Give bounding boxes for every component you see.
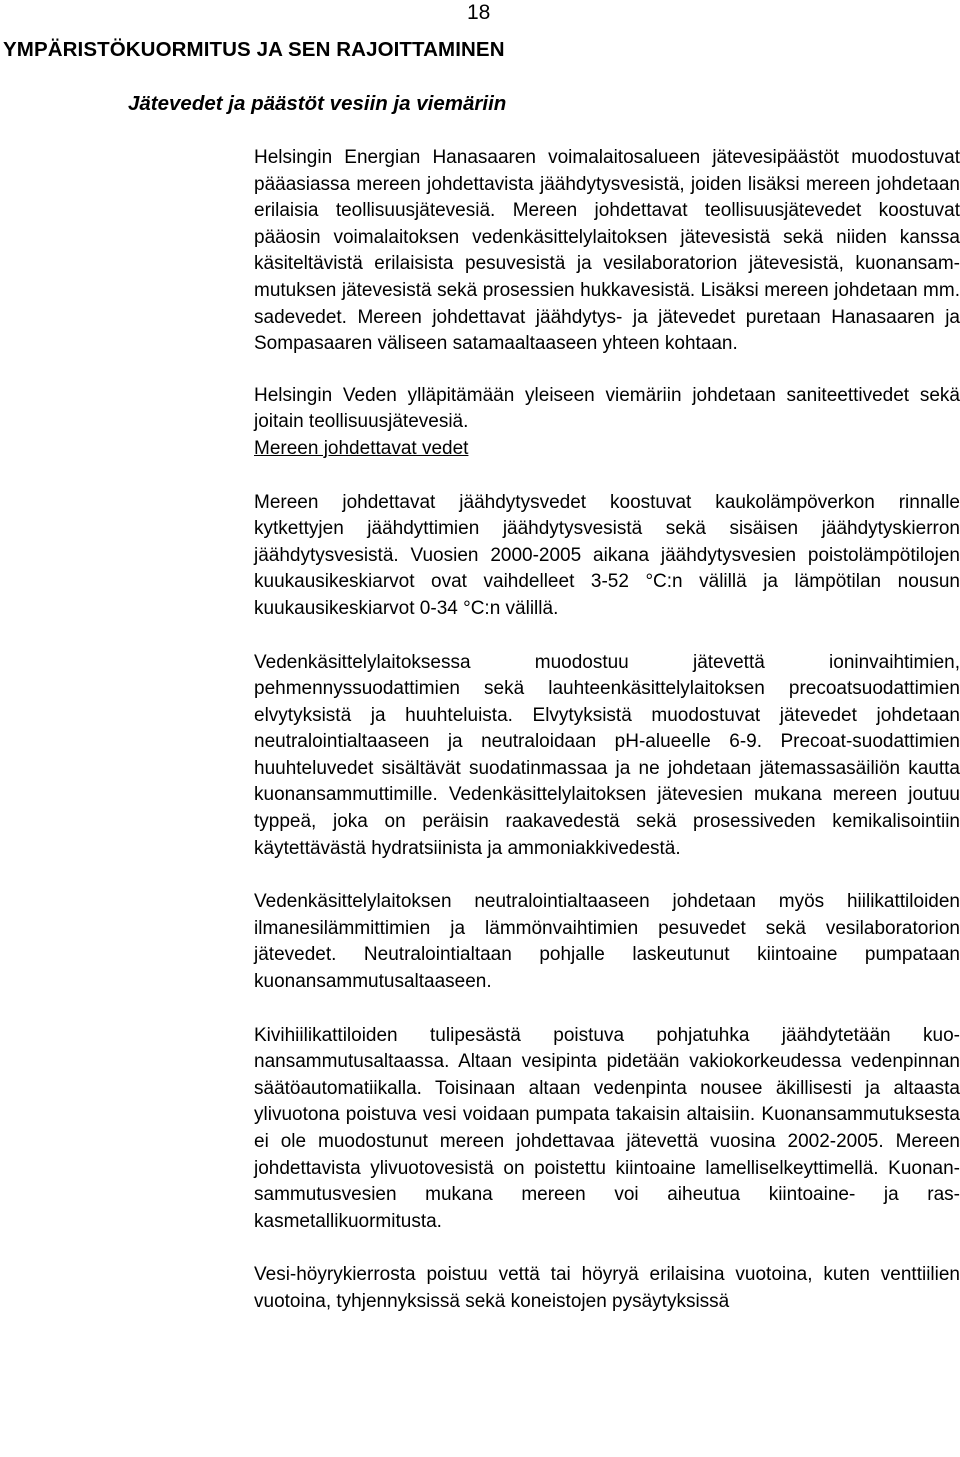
paragraph-bottom-ash: Kivihiilikattiloiden tulipesästä poistuva pohjatuhka jäähdytetään kuonansammutusaltaassa. Altaan vesipinta pidetään vakiokorkeudessa vedenpinnan säätöautomatiikalla. Toisinaan altaan vedenpinta nousee äkillisesti ja altaasta ylivuotona poistuva vesi voidaan pumpata takaisin altaisiin. Kuonansammutuksesta ei ole muodostunut mereen johdettavaa jätevettä vuosina 2002-2005. Mereen johdettavista ylivuotovesistä on poistettu kiintoaine lamelliselkeyttimellä. Kuonansammutusvesien mukana mereen voi aiheutua kiintoaine- ja raskasmetallikuormitusta. (254, 1024, 960, 1232)
body-text (254, 145, 960, 1316)
page-number: 18 (467, 1, 491, 24)
chapter-title: YMPÄRISTÖKUORMITUS JA SEN RAJOITTAMINEN (3, 38, 505, 61)
paragraph-cooling-water: Mereen johdettavat jäähdytysvedet koostuvat kaukolämpöverkon rinnalle kytkettyjen jäähdyttimien jäähdytysvesistä sekä sisäisen jäähdytyskierron jäähdytysvesistä. Vuosien 2000-2005 aikana jäähdytysvesien poistolämpötilojen kuukausikeskiarvot ovat vaihdelleet 3-52 °C:n välillä ja lämpötilan nousun kuukausikeskiarvot 0-34 °C:n välillä. (254, 491, 960, 619)
paragraph-water-treatment: Vedenkäsittelylaitoksessa muodostuu jätevettä ioninvaihtimien, pehmennyssuodattimien sekä lauhteenkäsittelylaitoksen precoatsuodattimien elvytyksistä ja huuhteluista. Elvytyksistä muodostuvat jätevedet johdetaan neutralointialtaaseen ja neutraloidaan pH-alueelle 6-9. Precoat-suodattimien huuhteluvedet sisältävät suodatinmassaa ja ne johdetaan jätemassasäiliön kautta kuonansammuttimille. Vedenkäsittelylaitoksen jätevesien mukana mereen joutuu typpeä, joka on peräisin raakavedestä sekä prosessiveden kemikalisointiin käytettävästä hydratsiinista ja ammoniakkivedestä. (254, 651, 960, 859)
subheading-sea-waters: Mereen johdettavat vedet (254, 437, 469, 459)
section-title: Jätevedet ja päästöt vesiin ja viemäriin (128, 92, 507, 115)
paragraph-neutralization-basin: Vedenkäsittelylaitoksen neutralointialtaaseen johdetaan myös hiilikattiloiden ilmanesilämmittimien ja lämmönvaihtimien pesuvedet sekä vesilaboratorion jätevedet. Neutralointialtaan pohjalle laskeutunut kiintoaine pumpataan kuonansammutusaltaaseen. (254, 891, 960, 993)
paragraph-steam-cycle: Vesi-höyrykierrosta poistuu vettä tai höyryä erilaisina vuotoina, kuten venttiilien vuotoina, tyhjennyksissä sekä koneistojen pysäytyksissä (254, 1264, 960, 1312)
paragraph-wastewater-overview: Helsingin Energian Hanasaaren voimalaitosalueen jätevesipäästöt muodostuvat pääasiassa mereen johdettavista jäähdytysvesistä, joiden lisäksi mereen johdetaan erilaisia teollisuusjätevesiä. Mereen johdettavat teollisuusjätevedet koostuvat pääosin voimalaitoksen vedenkäsittelylaitoksen jätevesistä sekä niiden kanssa käsiteltävistä erilaisista pesuvesistä ja vesilaboratorion jätevesistä, kuonansammutuksen jätevesistä sekä prosessien hukkavesistä. Lisäksi mereen johdetaan mm. sadevedet. Mereen johdettavat jäähdytys- ja jätevedet puretaan Hanasaaren ja Sompasaaren väliseen satamaaltaaseen yhteen kohtaan. (254, 147, 960, 355)
paragraph-sewer: Helsingin Veden ylläpitämään yleiseen viemäriin johdetaan saniteettivedet sekä joitain teollisuusjätevesiä. (254, 384, 960, 433)
